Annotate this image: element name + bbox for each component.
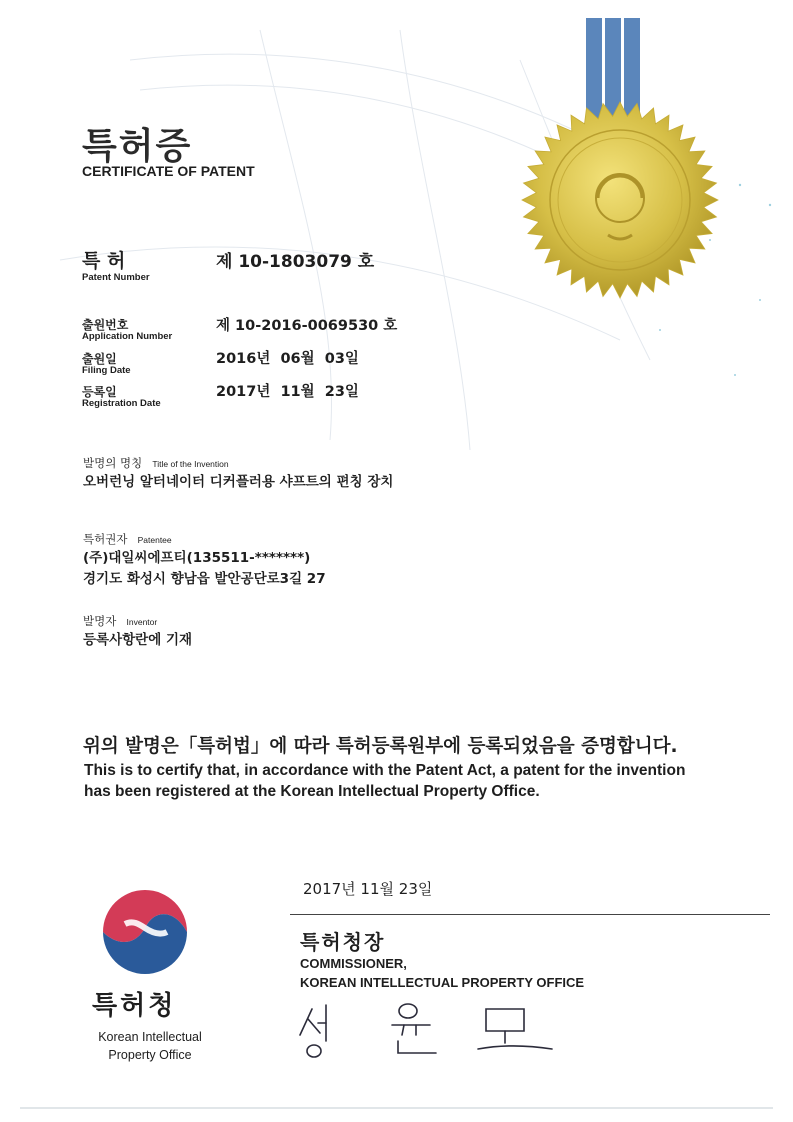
registration-date-label-en: Registration Date xyxy=(82,398,161,409)
declaration-ko: 위의 발명은「특허법」에 따라 특허등록원부에 등록되었음을 증명합니다. xyxy=(83,736,678,757)
invention-label-ko: 발명의 명칭 xyxy=(83,456,143,470)
commissioner-title-en xyxy=(300,954,584,992)
registration-date-label-ko: 등록일 xyxy=(82,385,117,399)
office-name-en-line1: Korean Intellectual xyxy=(98,1030,202,1044)
patentee-label-en: Patentee xyxy=(137,535,172,545)
commissioner-title-ko: 특허청장 xyxy=(300,930,386,954)
invention-label-en: Title of the Invention xyxy=(152,459,229,469)
inventor-label-ko: 발명자 xyxy=(83,614,117,628)
commissioner-title-en-line2: KOREAN INTELLECTUAL PROPERTY OFFICE xyxy=(300,975,585,990)
inventor-label-en: Inventor xyxy=(126,617,158,627)
filing-date-label-ko: 출원일 xyxy=(82,352,117,366)
registration-date-value: 2017년 11월 23일 xyxy=(216,384,359,400)
handwritten-signature xyxy=(290,995,580,1065)
application-number-value: 제 10-2016-0069530 호 xyxy=(216,318,398,334)
office-name-en xyxy=(70,1028,230,1064)
patent-number-label-ko: 특 허 xyxy=(82,250,126,272)
kipo-logo-icon xyxy=(95,880,195,980)
office-name-en-line2: Property Office xyxy=(108,1048,192,1062)
filing-date-value: 2016년 06월 03일 xyxy=(216,351,359,367)
patent-number-label-en: Patent Number xyxy=(82,272,150,283)
declaration-en xyxy=(84,760,764,802)
patentee-address: 경기도 화성시 향남읍 발안공단로3길 27 xyxy=(83,571,326,587)
patentee-name: (주)대일씨에프티(135511-*******) xyxy=(83,550,311,566)
patentee-label xyxy=(83,528,172,547)
invention-title: 오버런닝 알터네이터 디커플러용 샤프트의 편칭 장치 xyxy=(83,474,394,490)
inventor-value: 등록사항란에 기재 xyxy=(83,632,193,648)
declaration-en-line1: This is to certify that, in accordance with the Patent Act, a patent for the invention xyxy=(84,762,686,779)
application-number-label-en: Application Number xyxy=(82,331,173,342)
signature-date: 2017년 11월 23일 xyxy=(303,880,433,898)
gold-seal xyxy=(520,100,720,300)
declaration-en-line2: has been registered at the Korean Intellectual Property Office. xyxy=(84,783,540,800)
signature-divider xyxy=(290,914,770,915)
inventor-label xyxy=(83,610,157,629)
application-number-label-ko: 출원번호 xyxy=(82,318,129,332)
patentee-label-ko: 특허권자 xyxy=(83,532,128,546)
certificate-title-ko: 특허증 xyxy=(82,126,193,167)
office-name-ko: 특허청 xyxy=(92,991,177,1021)
invention-label xyxy=(83,452,229,471)
patent-number-value: 제 10-1803079 호 xyxy=(216,252,375,272)
filing-date-label-en: Filing Date xyxy=(82,365,131,376)
commissioner-title-en-line1: COMMISSIONER, xyxy=(300,956,407,971)
certificate-title-en: CERTIFICATE OF PATENT xyxy=(82,163,255,179)
